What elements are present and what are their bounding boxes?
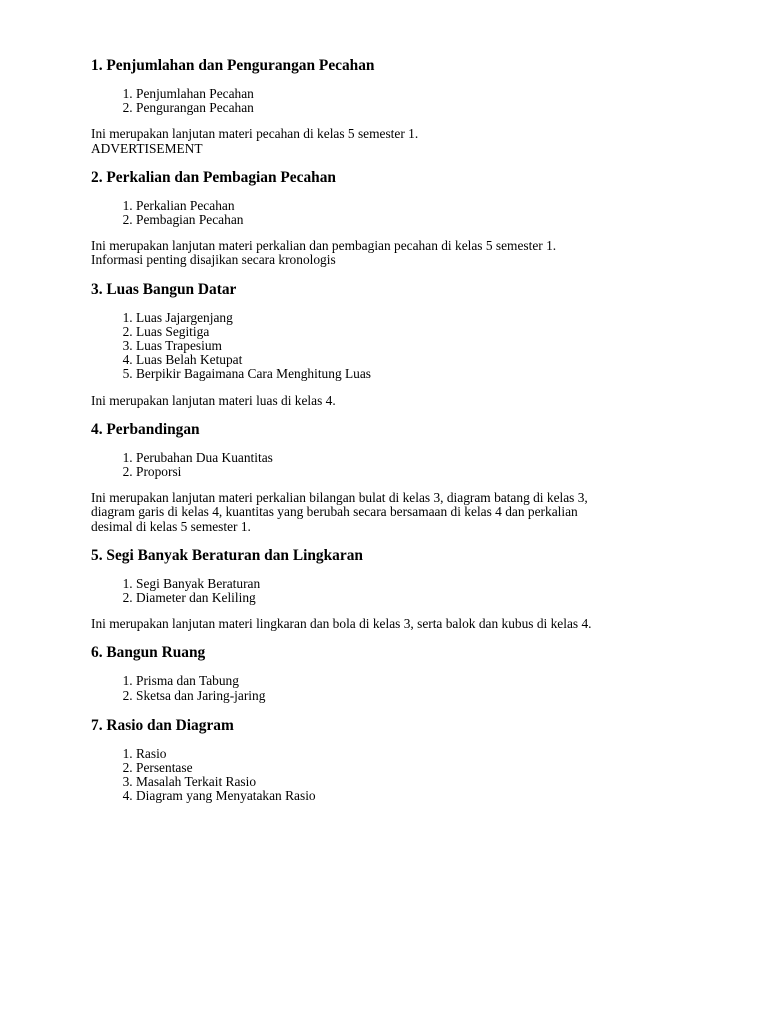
list-item: 1. Luas Jajargenjang	[136, 311, 708, 325]
section-title: 3. Luas Bangun Datar	[91, 280, 237, 298]
list-item: 1. Prisma dan Tabung	[136, 674, 708, 688]
section-title: 5. Segi Banyak Beraturan dan Lingkaran	[91, 546, 363, 564]
topic-list	[91, 311, 708, 382]
section-title: 1. Penjumlahan dan Pengurangan Pecahan	[91, 57, 375, 74]
list-item: 3. Masalah Terkait Rasio	[136, 775, 708, 789]
section-note: Ini merupakan lanjutan materi luas di kelas 4.	[91, 392, 336, 408]
list-item: 4. Luas Belah Ketupat	[136, 353, 708, 367]
section-note: Ini merupakan lanjutan materi perkalian bilangan bulat di kelas 3, diagram batang di kelas 3, diagram garis di kelas 4, kuantitas yang berubah secara bersamaan di kelas 4 dan perkalian desimal di kelas 5 semester 1.	[91, 490, 588, 534]
topic-list	[91, 87, 708, 115]
section-5	[91, 547, 708, 632]
section-note: Ini merupakan lanjutan materi perkalian dan pembagian pecahan di kelas 5 semester 1. Informasi penting disajikan secara kronologis	[91, 238, 557, 268]
list-item: 2. Luas Segitiga	[136, 325, 708, 339]
topic-list	[91, 674, 708, 702]
topic-list	[91, 747, 708, 804]
list-item: 2. Proporsi	[136, 465, 708, 479]
list-item: 5. Berpikir Bagaimana Cara Menghitung Luas	[136, 367, 708, 381]
section-7	[91, 717, 708, 804]
list-item: 2. Pengurangan Pecahan	[136, 101, 708, 115]
list-item: 3. Luas Trapesium	[136, 339, 708, 353]
section-title: 4. Perbandingan	[91, 420, 200, 438]
section-title: 7. Rasio dan Diagram	[91, 716, 234, 734]
topic-list	[91, 451, 708, 479]
section-3	[91, 281, 708, 408]
list-item: 2. Diameter dan Keliling	[136, 591, 708, 605]
list-item: 4. Diagram yang Menyatakan Rasio	[136, 789, 708, 803]
list-item: 1. Penjumlahan Pecahan	[136, 87, 708, 101]
section-title: 6. Bangun Ruang	[91, 644, 206, 662]
list-item: 1. Rasio	[136, 747, 708, 761]
list-item: 1. Segi Banyak Beraturan	[136, 577, 708, 591]
list-item: 1. Perubahan Dua Kuantitas	[136, 451, 708, 465]
section-title: 2. Perkalian dan Pembagian Pecahan	[91, 168, 336, 186]
section-6	[91, 644, 708, 702]
section-1	[91, 57, 708, 156]
section-note: Ini merupakan lanjutan materi lingkaran dan bola di kelas 3, serta balok dan kubus di kelas 4.	[91, 616, 592, 632]
section-4	[91, 421, 708, 534]
section-note: Ini merupakan lanjutan materi pecahan di kelas 5 semester 1. ADVERTISEMENT	[91, 126, 419, 156]
list-item: 2. Pembagian Pecahan	[136, 213, 708, 227]
list-item: 2. Persentase	[136, 761, 708, 775]
topic-list	[91, 577, 708, 605]
list-item: 2. Sketsa dan Jaring-jaring	[136, 689, 708, 703]
topic-list	[91, 199, 708, 227]
list-item: 1. Perkalian Pecahan	[136, 199, 708, 213]
section-2	[91, 169, 708, 268]
